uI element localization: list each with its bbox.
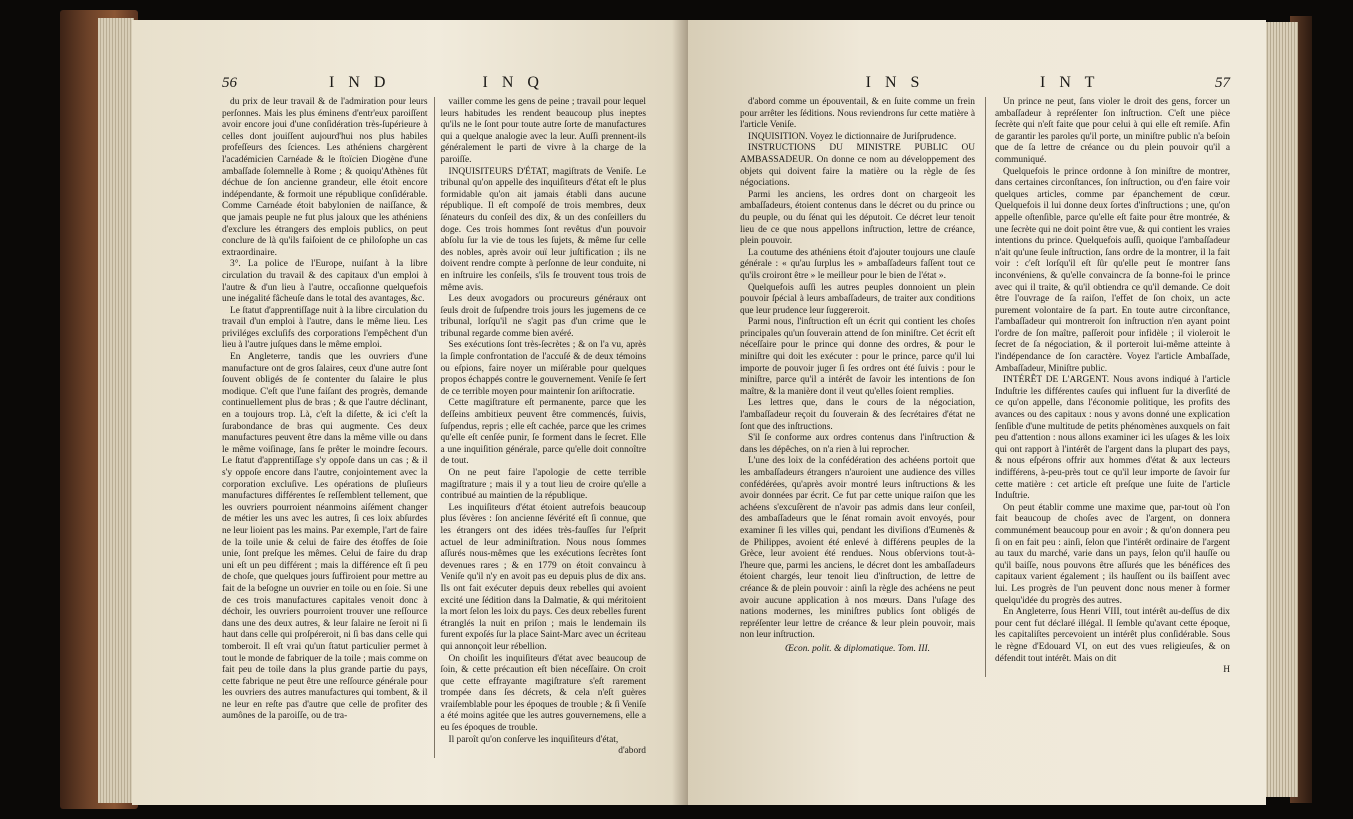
paragraph: Un prince ne peut, ſans violer le droit des gens, forcer un ambaſſadeur à repréſenter ſon inſtruction. C'eſt une pièce ſecrète qui n'eſt faite que pour celui à qui elle eſt remiſe. Afin de garantir les paroles qu'il porte, un miniſtre public n'a beſoin que de ſa lettre de créance ou du plein pouvoir qu'il a communiqué. (995, 97, 1230, 165)
paragraph: Quelquefois le prince ordonne à ſon miniſtre de montrer, dans certaines circonſtances, ſon inſtruction, ou d'en faire voir quelques articles, comme par épanchement de cœur. Quelquefois il lui donne deux ſortes d'inſtructions ; une, qu'on appelle oſtenſible, parce qu'elle eſt faite pour être montrée, & une ſecrète qui ne doit point être vue, & qui contient les vraies intentions du prince. Quelquefois auſſi, quoique l'ambaſſadeur n'ait qu'une ſeule inſtruction, ſans ordre de la montrer, il la fait voir : c'eſt lorſqu'il eſt ſûr qu'elle peut ſe montrer ſans inconvéniens, & qu'elle convaincra de ſa bonne-foi le prince avec qui il traite, & qu'il obtiendra ce qu'il demande. Ce doit être l'ouvrage de ſa raiſon, l'effet de ſon choix, un acte purement volontaire de ſa part. En toute autre circonſtance, l'ambaſſadeur qui montreroit ſon inſtruction n'en ayant point l'ordre de ſon maître, paſſeroit pour infidèle ; il violeroit le ſecret de ſa négociation, & il porteroit lui-même atteinte à l'indépendance de ſon caractère. Voyez l'article Ambaſſade, Ambaſſadeur, Miniſtre public. (995, 166, 1230, 374)
column-rule (985, 97, 986, 677)
right-page-header (740, 74, 1230, 92)
paragraph: On peut établir comme une maxime que, par-tout où l'on fait beaucoup de choſes avec de l'argent, on donnera communément beaucoup pour en avoir ; & qu'on donnera peu ſi on en fait peu : ainſi, ſelon que l'intérêt ordinaire de l'argent au taux du marché, varie dans un pays, ſelon qu'il hauſſe ou qu'il baiſſe, nous pouvons être aſſurés que les bénéfices des capitaux varient également ; ils hauſſent ou ils baiſſent avec lui. Les progrès de l'un peuvent donc nous mener à former quelqu'idée du progrès des autres. (995, 502, 1230, 606)
column-rule (434, 97, 435, 758)
paragraph: Parmi les anciens, les ordres dont on chargeoit les ambaſſadeurs, étoient contenus dans le décret ou du prince ou du peuple, ou du ſénat qui les députoit. Ce décret leur tenoit lieu de ce que nous appellons inſtruction, lettre de créance, plein pouvoir. (740, 189, 975, 247)
page-edges-right (1262, 22, 1298, 797)
paragraph: d'abord comme un épouventail, & en ſuite comme un frein pour arrêter les ſéditions. Nous reviendrons ſur cette matière à l'article Veniſe. (740, 97, 975, 131)
paragraph: Il paroît qu'on conſerve les inquiſiteurs d'état, (448, 734, 619, 745)
right-page-column-2 (995, 97, 1230, 677)
paragraph: S'il ſe conforme aux ordres contenus dans l'inſtruction & dans les dépêches, on n'a rien à lui reprocher. (740, 433, 975, 455)
right-page (688, 20, 1266, 805)
paragraph: INQUISITION. Voyez le dictionnaire de Juriſprudence. (748, 131, 957, 142)
page-edges-left (98, 18, 134, 803)
page-number-right: 57 (1214, 75, 1230, 91)
running-head-right: I N S (865, 74, 925, 91)
paragraph: INQUISITEURS D'ÉTAT, magiſtrats de Veniſe. Le tribunal qu'on appelle des inquiſiteurs d'état eſt le plus formidable qu'on ait jamais établi dans aucune république. Il eſt compoſé de trois membres, deux ſénateurs du conſeil des dix, & un des conſeillers du doge. Ces trois hommes ſont revêtus d'un pouvoir abſolu ſur la vie de tous les ſujets, & même ſur celle des nobles, après avoir ouï leur juſtification ; ils ne doivent rendre compte à perſonne de leur conduite, ni en inſtruire les conſeils, s'ils ſe trouvent tous trois de même avis. (440, 166, 646, 293)
left-page (132, 20, 688, 805)
paragraph: vailler comme les gens de peine ; travail pour lequel leurs habitudes les rendent beaucoup plus ineptes qu'ils ne le ſont pour toute autre ſorte de manufactures qui a quelque analogie avec la leur. Auſſi prennent-ils généralement le parti de vivre à la charge de la paroiſſe. (440, 97, 646, 165)
paragraph: Quelquefois auſſi les autres peuples donnoient un plein pouvoir ſpécial à leurs ambaſſadeurs, de traiter aux conditions que leur prudence leur ſuggereroit. (740, 282, 975, 316)
signature-mark: H (1223, 665, 1230, 676)
left-page-column-1 (222, 97, 428, 758)
running-head-right-col2: I N T (1040, 74, 1100, 91)
paragraph: On ne peut faire l'apologie de cette terrible magiſtrature ; mais il y a tout lieu de croire qu'elle a contribué au maintien de la république. (440, 468, 646, 502)
paragraph: Les inquiſiteurs d'état étoient autrefois beaucoup plus ſévères : ſon ancienne ſévérité eſt ſi connue, que les étrangers ont des idées très-fauſſes ſur l'eſprit actuel de leur adminiſtration. Nous nous ſommes aſſurés nous-mêmes que les exécutions ſecrètes ſont devenues rares ; & en 1779 on étoit convaincu à Veniſe qu'il n'y en avoit pas eu depuis plus de dix ans. Ils ont fait exécuter depuis deux rebelles qui avoient excité une ſédition dans la Dalmatie, & qui méritoient la mort ſelon les loix du pays. Ces deux rebelles furent étranglés la nuit en priſon ; mais le lendemain ils furent expoſés ſur la place Saint-Marc avec un écriteau qui annonçoit leur rébellion. (440, 502, 646, 652)
paragraph: Ses exécutions ſont très-ſecrètes ; & on l'a vu, après la ſimple confrontation de l'accuſé & de deux témoins ou eſpions, faire noyer un miſérable pour quelques propos échappés contre le gouvernement. Veniſe ſe ſert de ce terrible moyen pour maintenir ſon ariſtocratie. (440, 340, 646, 397)
catchword: d'abord (618, 746, 646, 757)
paragraph: Parmi nous, l'inſtruction eſt un écrit qui contient les choſes principales qu'un ſouverain attend de ſon miniſtre. Cet écrit eſt néceſſaire pour le prince qui donne des ordres, & pour le miniſtre qui doit les exécuter : pour le prince, parce qu'il lui importe de pouvoir juger ſi ſes ordres ont été ſuivis : pour le miniſtre, parce qu'il a intérêt de ſavoir les intentions de ſon maître, & la manière dont il veut qu'elles ſoient remplies. (740, 317, 975, 397)
paragraph: 3°. La police de l'Europe, nuiſant à la libre circulation du travail & des capitaux d'un emploi à l'autre & d'un lieu à l'autre, occaſionne quelquefois une inégalité fâcheuſe dans le total des avantages, &c. (222, 259, 428, 305)
paragraph: INSTRUCTIONS DU MINISTRE PUBLIC OU AMBASSADEUR. On donne ce nom au développement des objets qui doivent faire la matière ou la règle de ſes négociations. (740, 143, 975, 189)
left-page-column-2 (440, 97, 646, 758)
page-number-left: 56 (222, 75, 237, 91)
left-page-header (222, 74, 646, 92)
paragraph: En Angleterre, ſous Henri VIII, tout intérêt au-deſſus de dix pour cent fut déclaré illégal. Il ſemble qu'avant cette époque, les capitaliſtes percevoient un intérêt plus conſidérable. Sous le règne d'Edouard VI, on eut des vues religieuſes, & on défendit tout intérêt. Mais on dit (995, 607, 1230, 664)
paragraph: On choiſit les inquiſiteurs d'état avec beaucoup de ſoin, & cette précaution eſt bien néceſſaire. On croit que cette effrayante magiſtrature s'eſt rarement trompée dans ſes décrets, & cela n'eſt guères vraiſemblable pour les époques de trouble ; & ſi Veniſe a été moins agitée que les autres gouvernemens, elle a eu ſes époques de trouble. (440, 653, 646, 734)
paragraph: L'une des loix de la confédération des achéens portoit que les ambaſſadeurs étrangers n'auroient une audience des villes confédérées, qu'après avoir montré leurs inſtructions & les avoir données par écrit. Ce fut par cette unique raiſon que les achéens s'excuſèrent de n'avoir pas admis dans leur conſeil, des ambaſſadeurs que le ſénat romain avoit envoyés, pour examiner ſi les villes qui, pendant les diviſions d'Eumenès & de Philippes, avoient été enlevé à différens peuples de la Grèce, leur avoient été rendues. Nous obſervions tout-à-l'heure que, parmi les anciens, le décret dont les ambaſſadeurs étoient chargés, leur tenoit lieu d'inſtruction, de lettre de créance & de plein pouvoir : ainſi la règle des achéens ne peut avoir aucune application à nos mœurs. Dans l'uſage des nations modernes, les miniſtres publics ſont obligés de repréſenter leur lettre de créance & leur plein pouvoir, mais non leur inſtruction. (740, 456, 975, 641)
paragraph: INTÉRÊT DE L'ARGENT. Nous avons indiqué à l'article Induſtrie les différentes cauſes qui influent ſur la diverſité de ce qu'on appelle, dans l'économie politique, les profits des avances ou des capitaux : nous y avons donné une explication ſenſible d'une multitude de petits phénomènes auxquels on fait peu d'attention : nous allons examiner ici les uſages & les loix qui ont rapport à l'intérêt de l'argent dans la plupart des pays, & nous eſpérons offrir aux hommes d'état & aux lecteurs indifférens, à-peu-près tout ce qu'il leur importe de ſavoir ſur cette matière : cet article eſt preſque une ſuite de l'article Induſtrie. (995, 375, 1230, 502)
paragraph: du prix de leur travail & de l'admiration pour leurs perſonnes. Mais les plus éminens d'entr'eux paroiſſent avoir encore joui d'une conſidération très-ſupérieure à celles dont jouiſſent aujourd'hui nos plus habiles profeſſeurs des ſciences. Les athéniens chargèrent l'académicien Carnéade & le ſtoïcien Diogène d'une ambaſſade ſolemnelle à Rome ; & quoiqu'Athènes fût déchue de ſon ancienne grandeur, elle étoit encore indépendante, & formoit une république conſidérable. Comme Carnéade étoit babylonien de naiſſance, & que jamais peuple ne fut plus jaloux que les athéniens d'exclure les étrangers des emplois publics, on peut conclure de là qu'ils faiſoient de ce philoſophe un cas extraordinaire. (222, 97, 428, 258)
paragraph: En Angleterre, tandis que les ouvriers d'une manufacture ont de gros ſalaires, ceux d'une autre ſont ſouvent obligés de ſe contenter du ſalaire le plus modique. C'eſt que l'une faiſant des progrès, demande continuellement plus de bras ; & que l'autre déclinant, en a toujours trop. Là, c'eſt la diſette, & ici c'eſt la ſurabondance de bras qui augmente. Ces deux manufactures peuvent être dans la même ville ou dans le même voiſinage, ſans ſe prêter le moindre ſecours. Le ſtatut d'apprentiſſage s'y oppoſe dans un cas ; & il s'y oppoſe encore dans l'autre, conjointement avec la corporation excluſive. Les opérations de pluſieurs manufactures différentes ſe reſſemblent tellement, que les ouvriers pourroient néanmoins aiſément changer de métier les uns avec les autres, ſi ces loix abſurdes ne leur lioient pas les mains. Par exemple, l'art de faire de la toile unie & celui de faire des étoffes de ſoie unie, ſont preſque les mêmes. Celui de faire du drap uni eſt un peu différent ; mais la différence eſt ſi peu de choſe, que quelques jours ſuffiroient pour mettre au fait de la beſogne un ouvrier en toile ou en ſoie. Si une de ces trois manufactures capitales venoit donc à déchoir, les ouvriers pourroient trouver une reſſource dans une des deux autres, & leur ſalaire ne ſeroit ni ſi haut dans celle qui proſpéreroit, ni ſi bas dans celle qui tomberoit. Il eſt vrai qu'un ſtatut particulier permet à tout le monde de fabriquer de la toile ; mais comme on fait peu de toile dans la plus grande partie du pays, cette fabrique ne peut être une reſſource générale pour les ouvriers des autres manufactures qui tombent, & il ne leur en reſte pas d'autre que celle de profiter des aumônes de la paroiſſe, ou de tra- (222, 352, 428, 722)
right-page-column-1 (740, 97, 975, 677)
paragraph: Les lettres que, dans le cours de la négociation, l'ambaſſadeur reçoit du ſouverain & des ſecrétaires d'état ne ſont que des inſtructions. (740, 398, 975, 432)
paragraph: Les deux avogadors ou procureurs généraux ont ſeuls droit de ſuſpendre trois jours les jugemens de ce tribunal, lorſqu'il ne s'agit pas d'un crime que le tribunal regarde comme bien avéré. (440, 294, 646, 339)
page-footer: Œcon. polit. & diplomatique. Tom. III. (785, 643, 930, 654)
paragraph: Le ſtatut d'apprentiſſage nuit à la libre circulation du travail d'un emploi à l'autre, dans le même lieu. Les priviléges excluſifs des corporations l'empêchent d'un lieu à l'autre juſques dans le même emploi. (222, 305, 428, 351)
running-head-left: I N D (329, 74, 391, 91)
paragraph: Cette magiſtrature eſt permanente, parce que les deſſeins ambitieux peuvent être commencés, ſuivis, ſuſpendus, repris ; elle eſt cachée, parce que les crimes qu'elle eſt cenſée punir, ſe forment dans le ſecret. Elle a une inquiſition générale, parce qu'elle doit connoître de tout. (440, 398, 646, 467)
running-head-left-col2: I N Q (482, 74, 544, 91)
paragraph: La coutume des athéniens étoit d'ajouter toujours une clauſe générale : « qu'au ſurplus les » ambaſſadeurs faſſent tout ce qu'ils croiront être » le meilleur pour le bien de l'état ». (740, 247, 975, 281)
